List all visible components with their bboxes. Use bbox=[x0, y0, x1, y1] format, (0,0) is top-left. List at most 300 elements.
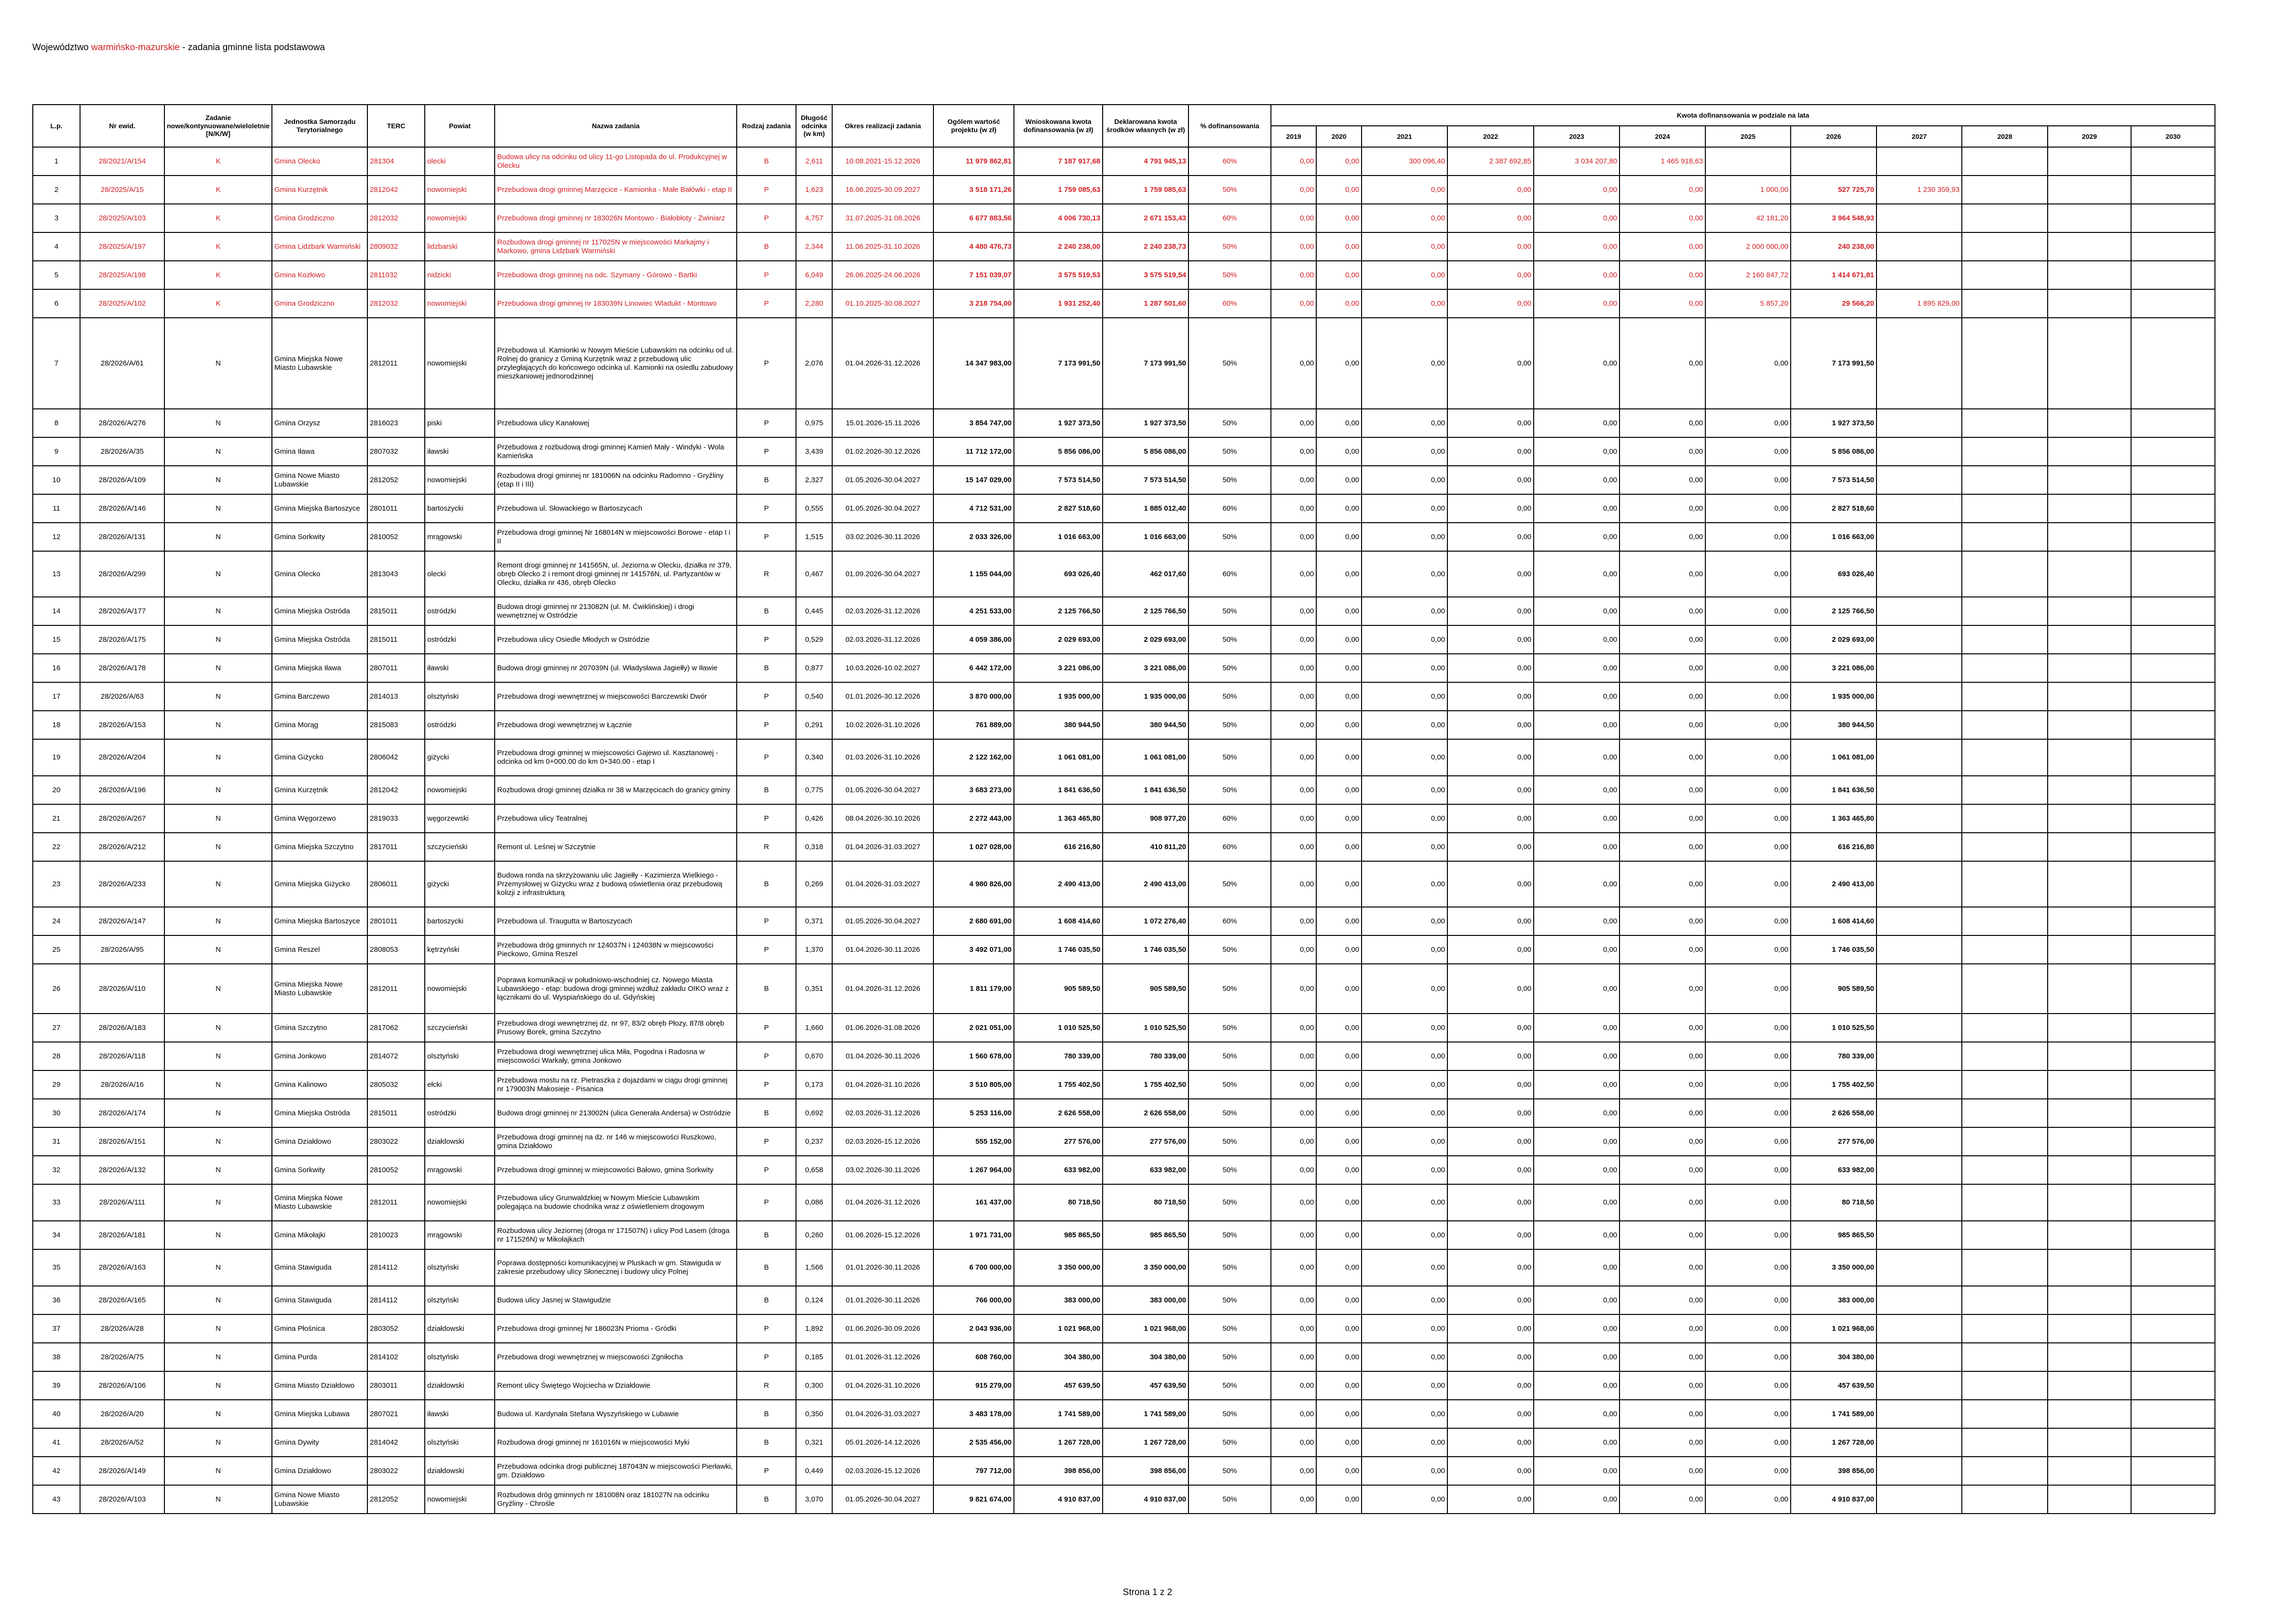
cell-year-2028 bbox=[1962, 147, 2048, 176]
cell-jst: Gmina Miejska Nowe Miasto Lubawskie bbox=[272, 964, 367, 1014]
cell-year-2029 bbox=[2048, 147, 2131, 176]
cell-year-2026: 2 125 766,50 bbox=[1791, 597, 1876, 625]
cell-jst: Gmina Grodziczno bbox=[272, 289, 367, 318]
cell-powiat: działdowski bbox=[425, 1314, 495, 1343]
cell-own-funds: 3 350 000,00 bbox=[1103, 1249, 1188, 1286]
cell-percent: 50% bbox=[1188, 437, 1271, 466]
cell-year-2019: 0,00 bbox=[1271, 1099, 1316, 1127]
cell-year-2027 bbox=[1876, 1127, 1962, 1156]
cell-year-2020: 0,00 bbox=[1316, 1156, 1362, 1184]
table-row bbox=[33, 625, 2215, 654]
cell-year-2028 bbox=[1962, 1184, 2048, 1221]
cell-year-2021: 0,00 bbox=[1362, 861, 1447, 907]
cell-year-2019: 0,00 bbox=[1271, 409, 1316, 437]
cell-year-2024: 0,00 bbox=[1620, 551, 1705, 597]
table-row bbox=[33, 1249, 2215, 1286]
cell-powiat: giżycki bbox=[425, 861, 495, 907]
col-header-kind: Rodzaj zadania bbox=[737, 105, 796, 147]
cell-year-2030 bbox=[2131, 1400, 2215, 1428]
cell-year-2027 bbox=[1876, 1184, 1962, 1221]
cell-jst: Gmina Lidzbark Warmiński bbox=[272, 232, 367, 261]
cell-task-name: Budowa drogi gminnej nr 207039N (ul. Władysława Jagiełły) w Iławie bbox=[495, 654, 737, 682]
cell-year-2026: 3 350 000,00 bbox=[1791, 1249, 1876, 1286]
cell-year-2028 bbox=[1962, 523, 2048, 551]
cell-year-2019: 0,00 bbox=[1271, 1127, 1316, 1156]
cell-year-2026: 1 016 663,00 bbox=[1791, 523, 1876, 551]
cell-own-funds: 3 575 519,54 bbox=[1103, 261, 1188, 289]
cell-year-2026: 29 566,20 bbox=[1791, 289, 1876, 318]
cell-total-value: 2 033 326,00 bbox=[933, 523, 1014, 551]
cell-task-type: N bbox=[164, 1184, 272, 1221]
table-row bbox=[33, 1371, 2215, 1400]
cell-year-2030 bbox=[2131, 409, 2215, 437]
cell-lp: 32 bbox=[33, 1156, 80, 1184]
cell-year-2029 bbox=[2048, 1099, 2131, 1127]
cell-year-2025: 0,00 bbox=[1705, 1156, 1791, 1184]
cell-year-2030 bbox=[2131, 833, 2215, 861]
cell-period: 01.05.2026-30.04.2027 bbox=[832, 776, 933, 804]
cell-requested: 7 173 991,50 bbox=[1014, 318, 1103, 409]
cell-year-2019: 0,00 bbox=[1271, 1400, 1316, 1428]
cell-own-funds: 2 490 413,00 bbox=[1103, 861, 1188, 907]
cell-task-type: N bbox=[164, 739, 272, 776]
cell-year-2027 bbox=[1876, 739, 1962, 776]
cell-total-value: 6 677 883,56 bbox=[933, 204, 1014, 232]
cell-kind: P bbox=[737, 1156, 796, 1184]
cell-year-2028 bbox=[1962, 1042, 2048, 1070]
cell-kind: B bbox=[737, 147, 796, 176]
cell-year-2026: 80 718,50 bbox=[1791, 1184, 1876, 1221]
cell-task-name: Przebudowa drogi gminnej na dz. nr 146 w miejscowości Ruszkowo, gmina Działdowo bbox=[495, 1127, 737, 1156]
cell-year-2026: 2 626 558,00 bbox=[1791, 1099, 1876, 1127]
cell-nr-ewid: 28/2025/A/15 bbox=[80, 176, 164, 204]
cell-powiat: nidzicki bbox=[425, 261, 495, 289]
cell-lp: 23 bbox=[33, 861, 80, 907]
cell-task-type: N bbox=[164, 1249, 272, 1286]
cell-length: 0,670 bbox=[796, 1042, 832, 1070]
cell-year-2026: 1 010 525,50 bbox=[1791, 1014, 1876, 1042]
cell-year-2025: 0,00 bbox=[1705, 1286, 1791, 1314]
cell-year-2029 bbox=[2048, 437, 2131, 466]
cell-year-2020: 0,00 bbox=[1316, 437, 1362, 466]
cell-period: 01.06.2026-31.08.2026 bbox=[832, 1014, 933, 1042]
cell-powiat: olecki bbox=[425, 551, 495, 597]
cell-year-2020: 0,00 bbox=[1316, 523, 1362, 551]
cell-year-2021: 0,00 bbox=[1362, 1127, 1447, 1156]
cell-year-2021: 0,00 bbox=[1362, 204, 1447, 232]
cell-year-2028 bbox=[1962, 1014, 2048, 1042]
cell-year-2022: 0,00 bbox=[1447, 711, 1534, 739]
cell-nr-ewid: 28/2026/A/16 bbox=[80, 1070, 164, 1099]
cell-year-2027 bbox=[1876, 437, 1962, 466]
cell-own-funds: 2 671 153,43 bbox=[1103, 204, 1188, 232]
cell-percent: 60% bbox=[1188, 147, 1271, 176]
cell-powiat: nowomiejski bbox=[425, 204, 495, 232]
cell-jst: Gmina Działdowo bbox=[272, 1127, 367, 1156]
cell-percent: 50% bbox=[1188, 1314, 1271, 1343]
cell-year-2024: 0,00 bbox=[1620, 1457, 1705, 1485]
cell-own-funds: 1 746 035,50 bbox=[1103, 935, 1188, 964]
cell-year-2025: 0,00 bbox=[1705, 682, 1791, 711]
cell-own-funds: 1 741 589,00 bbox=[1103, 1400, 1188, 1428]
cell-own-funds: 1 885 012,40 bbox=[1103, 494, 1188, 523]
cell-kind: P bbox=[737, 1343, 796, 1371]
cell-year-2021: 0,00 bbox=[1362, 1184, 1447, 1221]
cell-year-2029 bbox=[2048, 1184, 2131, 1221]
cell-year-2027 bbox=[1876, 494, 1962, 523]
cell-own-funds: 905 589,50 bbox=[1103, 964, 1188, 1014]
cell-total-value: 3 483 178,00 bbox=[933, 1400, 1014, 1428]
cell-total-value: 3 518 171,26 bbox=[933, 176, 1014, 204]
cell-year-2024: 0,00 bbox=[1620, 466, 1705, 494]
cell-terc: 2809032 bbox=[367, 232, 425, 261]
cell-requested: 985 865,50 bbox=[1014, 1221, 1103, 1249]
cell-year-2019: 0,00 bbox=[1271, 625, 1316, 654]
cell-year-2021: 0,00 bbox=[1362, 318, 1447, 409]
cell-year-2030 bbox=[2131, 1127, 2215, 1156]
cell-year-2026: 304 380,00 bbox=[1791, 1343, 1876, 1371]
cell-year-2019: 0,00 bbox=[1271, 1014, 1316, 1042]
cell-year-2026: 2 827 518,60 bbox=[1791, 494, 1876, 523]
cell-task-name: Budowa ronda na skrzyżowaniu ulic Jagiełły - Kazimierza Wielkiego - Przemysłowej w Giżycku wraz z budową oświetlenia oraz przebudową kolizji z infrastrukturą bbox=[495, 861, 737, 907]
cell-year-2024: 0,00 bbox=[1620, 1286, 1705, 1314]
cell-year-2030 bbox=[2131, 861, 2215, 907]
cell-year-2019: 0,00 bbox=[1271, 261, 1316, 289]
table-row bbox=[33, 1042, 2215, 1070]
cell-year-2022: 0,00 bbox=[1447, 1286, 1534, 1314]
cell-year-2029 bbox=[2048, 409, 2131, 437]
cell-total-value: 3 870 000,00 bbox=[933, 682, 1014, 711]
cell-year-2030 bbox=[2131, 551, 2215, 597]
cell-lp: 8 bbox=[33, 409, 80, 437]
cell-year-2020: 0,00 bbox=[1316, 597, 1362, 625]
cell-year-2029 bbox=[2048, 232, 2131, 261]
cell-year-2019: 0,00 bbox=[1271, 804, 1316, 833]
cell-year-2026: 3 221 086,00 bbox=[1791, 654, 1876, 682]
cell-period: 16.06.2025-30.09.2027 bbox=[832, 176, 933, 204]
cell-total-value: 161 437,00 bbox=[933, 1184, 1014, 1221]
cell-task-name: Remont ul. Leśnej w Szczytnie bbox=[495, 833, 737, 861]
cell-year-2021: 0,00 bbox=[1362, 833, 1447, 861]
cell-task-name: Przebudowa drogi wewnętrznej dz. nr 97, 83/2 obręb Płozy, 87/8 obręb Prusowy Borek, gmina Szczytno bbox=[495, 1014, 737, 1042]
cell-year-2022: 0,00 bbox=[1447, 682, 1534, 711]
cell-year-2021: 0,00 bbox=[1362, 494, 1447, 523]
cell-year-2027 bbox=[1876, 625, 1962, 654]
cell-length: 0,692 bbox=[796, 1099, 832, 1127]
cell-kind: B bbox=[737, 776, 796, 804]
cell-powiat: nowomiejski bbox=[425, 1485, 495, 1514]
cell-nr-ewid: 28/2026/A/175 bbox=[80, 625, 164, 654]
table-row bbox=[33, 654, 2215, 682]
cell-year-2027 bbox=[1876, 466, 1962, 494]
cell-year-2022: 0,00 bbox=[1447, 833, 1534, 861]
cell-year-2025: 0,00 bbox=[1705, 625, 1791, 654]
cell-year-2023: 0,00 bbox=[1534, 833, 1620, 861]
cell-task-type: N bbox=[164, 654, 272, 682]
cell-kind: P bbox=[737, 1314, 796, 1343]
cell-year-2020: 0,00 bbox=[1316, 409, 1362, 437]
cell-lp: 43 bbox=[33, 1485, 80, 1514]
cell-percent: 60% bbox=[1188, 204, 1271, 232]
table-row bbox=[33, 861, 2215, 907]
cell-terc: 2812052 bbox=[367, 1485, 425, 1514]
cell-year-2030 bbox=[2131, 1221, 2215, 1249]
cell-terc: 2806042 bbox=[367, 739, 425, 776]
cell-year-2020: 0,00 bbox=[1316, 625, 1362, 654]
cell-year-2024: 1 465 918,63 bbox=[1620, 147, 1705, 176]
cell-percent: 60% bbox=[1188, 494, 1271, 523]
cell-year-2026: 527 725,70 bbox=[1791, 176, 1876, 204]
cell-task-type: K bbox=[164, 204, 272, 232]
cell-year-2020: 0,00 bbox=[1316, 1314, 1362, 1343]
cell-year-2023: 0,00 bbox=[1534, 1485, 1620, 1514]
cell-total-value: 3 683 273,00 bbox=[933, 776, 1014, 804]
cell-powiat: giżycki bbox=[425, 739, 495, 776]
cell-jst: Gmina Miejska Ostróda bbox=[272, 625, 367, 654]
cell-year-2027 bbox=[1876, 1485, 1962, 1514]
cell-year-2019: 0,00 bbox=[1271, 654, 1316, 682]
cell-jst: Gmina Mikołajki bbox=[272, 1221, 367, 1249]
cell-period: 01.03.2026-31.10.2026 bbox=[832, 739, 933, 776]
cell-period: 11.06.2025-31.10.2026 bbox=[832, 232, 933, 261]
cell-year-2030 bbox=[2131, 1184, 2215, 1221]
cell-terc: 2814072 bbox=[367, 1042, 425, 1070]
cell-task-name: Przebudowa drogi wewnętrznej w miejscowości Zgniłocha bbox=[495, 1343, 737, 1371]
cell-lp: 34 bbox=[33, 1221, 80, 1249]
cell-task-name: Przebudowa ul. Słowackiego w Bartoszycach bbox=[495, 494, 737, 523]
cell-year-2025: 0,00 bbox=[1705, 1343, 1791, 1371]
cell-jst: Gmina Miejska Bartoszyce bbox=[272, 907, 367, 935]
cell-total-value: 2 535 456,00 bbox=[933, 1428, 1014, 1457]
cell-jst: Gmina Miejska Giżycko bbox=[272, 861, 367, 907]
cell-year-2022: 0,00 bbox=[1447, 964, 1534, 1014]
cell-terc: 2814112 bbox=[367, 1286, 425, 1314]
cell-task-name: Przebudowa mostu na rz. Pietraszka z dojazdami w ciągu drogi gminnej nr 179003N Makosieje - Pisanica bbox=[495, 1070, 737, 1099]
cell-nr-ewid: 28/2026/A/20 bbox=[80, 1400, 164, 1428]
cell-powiat: działdowski bbox=[425, 1371, 495, 1400]
cell-year-2028 bbox=[1962, 833, 2048, 861]
cell-length: 0,449 bbox=[796, 1457, 832, 1485]
cell-total-value: 4 712 531,00 bbox=[933, 494, 1014, 523]
cell-requested: 457 639,50 bbox=[1014, 1371, 1103, 1400]
cell-task-name: Przebudowa dróg gminnych nr 124037N i 124038N w miejscowości Pieckowo, Gmina Reszel bbox=[495, 935, 737, 964]
cell-year-2030 bbox=[2131, 1099, 2215, 1127]
cell-task-type: N bbox=[164, 551, 272, 597]
cell-lp: 41 bbox=[33, 1428, 80, 1457]
cell-year-2021: 0,00 bbox=[1362, 597, 1447, 625]
cell-percent: 50% bbox=[1188, 739, 1271, 776]
cell-year-2029 bbox=[2048, 1371, 2131, 1400]
cell-year-2022: 0,00 bbox=[1447, 907, 1534, 935]
cell-year-2020: 0,00 bbox=[1316, 1485, 1362, 1514]
cell-year-2023: 0,00 bbox=[1534, 437, 1620, 466]
cell-period: 02.03.2026-15.12.2026 bbox=[832, 1127, 933, 1156]
cell-task-name: Przebudowa ulicy Kanałowej bbox=[495, 409, 737, 437]
cell-own-funds: 985 865,50 bbox=[1103, 1221, 1188, 1249]
cell-own-funds: 7 573 514,50 bbox=[1103, 466, 1188, 494]
cell-year-2024: 0,00 bbox=[1620, 1156, 1705, 1184]
cell-year-2026: 780 339,00 bbox=[1791, 1042, 1876, 1070]
cell-year-2028 bbox=[1962, 1156, 2048, 1184]
cell-total-value: 1 155 044,00 bbox=[933, 551, 1014, 597]
cell-year-2024: 0,00 bbox=[1620, 1371, 1705, 1400]
cell-jst: Gmina Miejska Szczytno bbox=[272, 833, 367, 861]
cell-year-2029 bbox=[2048, 261, 2131, 289]
cell-total-value: 9 821 674,00 bbox=[933, 1485, 1014, 1514]
cell-terc: 2812011 bbox=[367, 318, 425, 409]
table-row bbox=[33, 261, 2215, 289]
cell-year-2020: 0,00 bbox=[1316, 682, 1362, 711]
cell-lp: 6 bbox=[33, 289, 80, 318]
cell-year-2019: 0,00 bbox=[1271, 289, 1316, 318]
cell-year-2025: 0,00 bbox=[1705, 1485, 1791, 1514]
cell-nr-ewid: 28/2026/A/131 bbox=[80, 523, 164, 551]
cell-year-2025: 0,00 bbox=[1705, 466, 1791, 494]
cell-year-2030 bbox=[2131, 682, 2215, 711]
cell-year-2030 bbox=[2131, 494, 2215, 523]
cell-year-2029 bbox=[2048, 318, 2131, 409]
cell-length: 2,611 bbox=[796, 147, 832, 176]
cell-year-2030 bbox=[2131, 907, 2215, 935]
cell-year-2025: 0,00 bbox=[1705, 1457, 1791, 1485]
cell-terc: 2812011 bbox=[367, 964, 425, 1014]
cell-jst: Gmina Olecko bbox=[272, 551, 367, 597]
cell-lp: 30 bbox=[33, 1099, 80, 1127]
cell-nr-ewid: 28/2026/A/75 bbox=[80, 1343, 164, 1371]
cell-task-name: Rozbudowa drogi gminnej nr 117025N w miejscowości Markajmy i Markowo, gmina Lidzbark Warmiński bbox=[495, 232, 737, 261]
cell-lp: 25 bbox=[33, 935, 80, 964]
cell-year-2026: 3 964 548,93 bbox=[1791, 204, 1876, 232]
cell-powiat: bartoszycki bbox=[425, 494, 495, 523]
cell-year-2022: 0,00 bbox=[1447, 289, 1534, 318]
cell-total-value: 797 712,00 bbox=[933, 1457, 1014, 1485]
cell-requested: 1 608 414,60 bbox=[1014, 907, 1103, 935]
cell-task-name: Budowa drogi gminnej nr 213002N (ulica Generała Andersa) w Ostródzie bbox=[495, 1099, 737, 1127]
cell-length: 0,371 bbox=[796, 907, 832, 935]
cell-nr-ewid: 28/2026/A/177 bbox=[80, 597, 164, 625]
cell-year-2019: 0,00 bbox=[1271, 1485, 1316, 1514]
cell-nr-ewid: 28/2025/A/198 bbox=[80, 261, 164, 289]
cell-year-2026: 1 608 414,60 bbox=[1791, 907, 1876, 935]
cell-kind: P bbox=[737, 935, 796, 964]
cell-year-2030 bbox=[2131, 437, 2215, 466]
cell-terc: 2806011 bbox=[367, 861, 425, 907]
cell-year-2030 bbox=[2131, 1014, 2215, 1042]
cell-period: 01.04.2026-31.12.2026 bbox=[832, 964, 933, 1014]
cell-year-2023: 0,00 bbox=[1534, 1249, 1620, 1286]
year-header-2021: 2021 bbox=[1362, 126, 1447, 147]
cell-powiat: mrągowski bbox=[425, 1221, 495, 1249]
cell-year-2027 bbox=[1876, 1343, 1962, 1371]
cell-year-2019: 0,00 bbox=[1271, 147, 1316, 176]
cell-total-value: 5 253 116,00 bbox=[933, 1099, 1014, 1127]
cell-kind: B bbox=[737, 597, 796, 625]
cell-period: 02.03.2026-31.12.2026 bbox=[832, 1099, 933, 1127]
cell-length: 0,658 bbox=[796, 1156, 832, 1184]
cell-year-2025: 5 857,20 bbox=[1705, 289, 1791, 318]
table-row bbox=[33, 204, 2215, 232]
cell-year-2025: 0,00 bbox=[1705, 437, 1791, 466]
cell-year-2028 bbox=[1962, 776, 2048, 804]
cell-year-2027 bbox=[1876, 204, 1962, 232]
cell-total-value: 1 560 678,00 bbox=[933, 1042, 1014, 1070]
table-row bbox=[33, 523, 2215, 551]
cell-period: 01.01.2026-30.11.2026 bbox=[832, 1286, 933, 1314]
cell-period: 08.04.2026-30.10.2026 bbox=[832, 804, 933, 833]
table-row bbox=[33, 1286, 2215, 1314]
cell-own-funds: 4 791 945,13 bbox=[1103, 147, 1188, 176]
cell-length: 0,340 bbox=[796, 739, 832, 776]
table-row bbox=[33, 1457, 2215, 1485]
cell-task-type: N bbox=[164, 964, 272, 1014]
cell-terc: 2812052 bbox=[367, 466, 425, 494]
cell-year-2022: 0,00 bbox=[1447, 409, 1534, 437]
cell-year-2026: 1 755 402,50 bbox=[1791, 1070, 1876, 1099]
cell-year-2029 bbox=[2048, 494, 2131, 523]
cell-year-2029 bbox=[2048, 176, 2131, 204]
cell-percent: 50% bbox=[1188, 625, 1271, 654]
cell-year-2023: 0,00 bbox=[1534, 711, 1620, 739]
cell-task-type: N bbox=[164, 409, 272, 437]
cell-task-name: Przebudowa drogi wewnętrznej w miejscowości Barczewski Dwór bbox=[495, 682, 737, 711]
cell-total-value: 1 971 731,00 bbox=[933, 1221, 1014, 1249]
cell-year-2027 bbox=[1876, 1371, 1962, 1400]
cell-year-2020: 0,00 bbox=[1316, 1042, 1362, 1070]
cell-requested: 633 982,00 bbox=[1014, 1156, 1103, 1184]
cell-length: 2,344 bbox=[796, 232, 832, 261]
table-row bbox=[33, 739, 2215, 776]
table-row bbox=[33, 1070, 2215, 1099]
cell-kind: R bbox=[737, 551, 796, 597]
cell-total-value: 761 889,00 bbox=[933, 711, 1014, 739]
cell-percent: 50% bbox=[1188, 409, 1271, 437]
cell-task-type: N bbox=[164, 625, 272, 654]
cell-task-type: N bbox=[164, 494, 272, 523]
cell-year-2021: 0,00 bbox=[1362, 804, 1447, 833]
cell-year-2026: 457 639,50 bbox=[1791, 1371, 1876, 1400]
cell-terc: 2801011 bbox=[367, 494, 425, 523]
cell-year-2027 bbox=[1876, 1400, 1962, 1428]
cell-total-value: 3 854 747,00 bbox=[933, 409, 1014, 437]
cell-year-2029 bbox=[2048, 1249, 2131, 1286]
year-header-2029: 2029 bbox=[2048, 126, 2131, 147]
cell-year-2020: 0,00 bbox=[1316, 261, 1362, 289]
cell-percent: 50% bbox=[1188, 1014, 1271, 1042]
cell-year-2023: 0,00 bbox=[1534, 466, 1620, 494]
cell-length: 0,318 bbox=[796, 833, 832, 861]
cell-year-2019: 0,00 bbox=[1271, 232, 1316, 261]
cell-total-value: 15 147 029,00 bbox=[933, 466, 1014, 494]
cell-task-type: N bbox=[164, 682, 272, 711]
cell-year-2020: 0,00 bbox=[1316, 318, 1362, 409]
cell-year-2024: 0,00 bbox=[1620, 625, 1705, 654]
cell-lp: 31 bbox=[33, 1127, 80, 1156]
cell-lp: 33 bbox=[33, 1184, 80, 1221]
cell-length: 0,540 bbox=[796, 682, 832, 711]
cell-year-2026: 383 000,00 bbox=[1791, 1286, 1876, 1314]
cell-period: 01.10.2025-30.08.2027 bbox=[832, 289, 933, 318]
cell-task-type: N bbox=[164, 1314, 272, 1343]
cell-kind: B bbox=[737, 1221, 796, 1249]
cell-task-type: N bbox=[164, 318, 272, 409]
cell-year-2021: 0,00 bbox=[1362, 1249, 1447, 1286]
cell-year-2028 bbox=[1962, 261, 2048, 289]
cell-year-2028 bbox=[1962, 1343, 2048, 1371]
cell-year-2022: 0,00 bbox=[1447, 261, 1534, 289]
cell-percent: 50% bbox=[1188, 1371, 1271, 1400]
cell-year-2020: 0,00 bbox=[1316, 176, 1362, 204]
cell-lp: 37 bbox=[33, 1314, 80, 1343]
